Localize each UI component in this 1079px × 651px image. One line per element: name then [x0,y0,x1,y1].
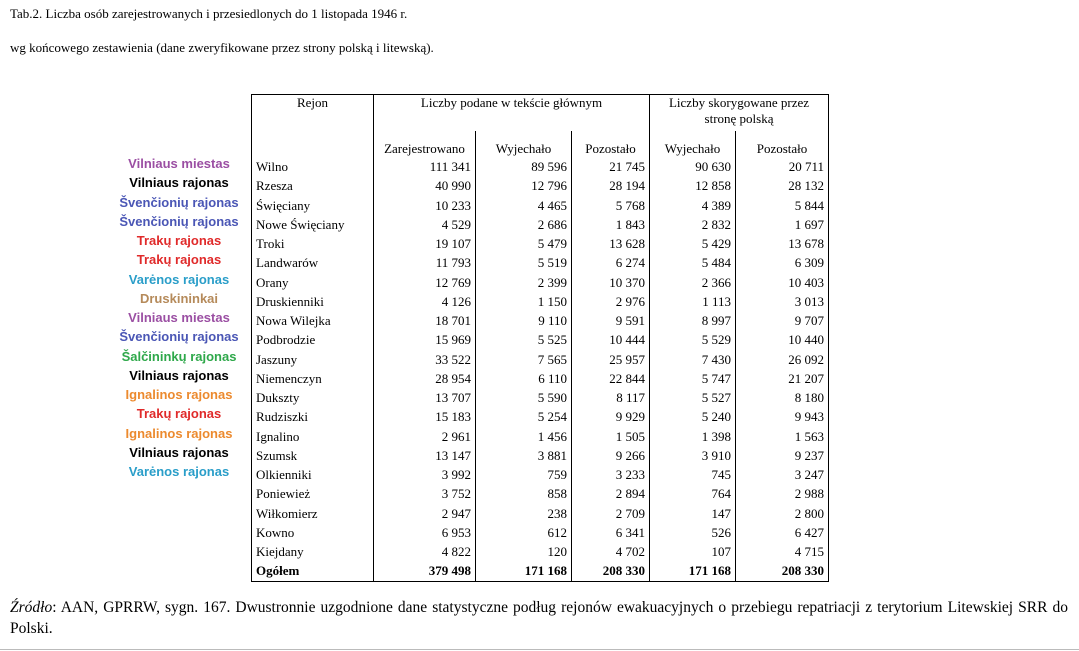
cell-wyjechalo: 1 150 [476,292,572,311]
cell-pozostalo-corrected: 3 013 [736,292,829,311]
total-row [252,561,829,581]
cell-rejon: Nowa Wilejka [252,311,374,330]
cell-pozostalo-corrected: 8 180 [736,388,829,407]
cell-pozostalo-corrected: 9 943 [736,407,829,426]
cell-wyjechalo: 858 [476,484,572,503]
cell-rejon: Nowe Święciany [252,215,374,234]
cell-wyjechalo: 3 881 [476,446,572,465]
cell-zarejestrowano: 111 341 [374,157,476,176]
cell-zarejestrowano: 33 522 [374,350,476,369]
cell-wyjechalo: 1 456 [476,427,572,446]
cell-pozostalo-corrected: 28 132 [736,176,829,195]
cell-zarejestrowano: 15 969 [374,330,476,349]
cell-wyjechalo-corrected: 7 430 [650,350,736,369]
cell-wyjechalo: 2 686 [476,215,572,234]
cell-pozostalo: 1 505 [572,427,650,446]
header-group-corrected: Liczby skorygowane przez stronę polską [650,95,829,132]
cell-zarejestrowano: 6 953 [374,523,476,542]
cell-zarejestrowano: 40 990 [374,176,476,195]
region-label: Vilniaus rajonas [129,444,229,460]
cell-zarejestrowano: 19 107 [374,234,476,253]
header-pozostalo-corrected: Pozostało [736,131,829,157]
cell-pozostalo-corrected: 9 707 [736,311,829,330]
region-label: Vilniaus miestas [128,310,230,325]
cell-zarejestrowano: 3 992 [374,465,476,484]
cell-zarejestrowano: 13 707 [374,388,476,407]
cell-rejon: Szumsk [252,446,374,465]
table-row [252,407,829,426]
cell-wyjechalo-corrected: 526 [650,523,736,542]
cell-pozostalo-corrected: 13 678 [736,234,829,253]
cell-rejon: Dukszty [252,388,374,407]
cell-wyjechalo: 5 254 [476,407,572,426]
cell-wyjechalo: 6 110 [476,369,572,388]
region-label: Švenčionių rajonas [119,329,239,345]
cell-pozostalo-corrected: 6 427 [736,523,829,542]
table-row [252,427,829,446]
table-row [252,215,829,234]
cell-pozostalo: 1 843 [572,215,650,234]
table-row [252,484,829,503]
cell-pozostalo: 21 745 [572,157,650,176]
cell-wyjechalo-corrected: 764 [650,484,736,503]
cell-zarejestrowano: 4 529 [374,215,476,234]
cell-wyjechalo: 5 525 [476,330,572,349]
region-label: Ignalinos rajonas [125,425,233,441]
cell-pozostalo-corrected: 4 715 [736,542,829,561]
region-label: Druskininkai [139,290,219,306]
cell-wyjechalo-corrected: 147 [650,504,736,523]
cell-pozostalo-corrected: 10 440 [736,330,829,349]
table-row [252,330,829,349]
region-label: Švenčionių rajonas [119,194,239,210]
table-row [252,465,829,484]
cell-pozostalo-corrected: 208 330 [736,561,829,581]
cell-wyjechalo-corrected: 107 [650,542,736,561]
cell-rejon: Olkienniki [252,465,374,484]
cell-pozostalo-corrected: 2 800 [736,504,829,523]
header-wyjechalo: Wyjechało [476,131,572,157]
cell-rejon: Troki [252,234,374,253]
region-label: Vilniaus rajonas [129,175,229,191]
population-table [251,94,829,582]
region-label: Vilniaus rajonas [129,367,229,383]
cell-wyjechalo: 12 796 [476,176,572,195]
cell-wyjechalo-corrected: 5 527 [650,388,736,407]
table-row [252,157,829,176]
cell-wyjechalo-corrected: 12 858 [650,176,736,195]
cell-rejon: Jaszuny [252,350,374,369]
table-title: Tab.2. Liczba osób zarejestrowanych i przesiedlonych do 1 listopada 1946 r. [10,6,408,21]
cell-rejon: Podbrodzie [252,330,374,349]
cell-wyjechalo-corrected: 1 113 [650,292,736,311]
cell-pozostalo: 8 117 [572,388,650,407]
cell-pozostalo-corrected: 1 563 [736,427,829,446]
cell-pozostalo: 25 957 [572,350,650,369]
cell-zarejestrowano: 3 752 [374,484,476,503]
table-row [252,234,829,253]
cell-zarejestrowano: 10 233 [374,196,476,215]
cell-wyjechalo: 2 399 [476,273,572,292]
cell-wyjechalo-corrected: 5 240 [650,407,736,426]
source-note [10,597,1068,639]
cell-pozostalo-corrected: 3 247 [736,465,829,484]
cell-pozostalo: 2 894 [572,484,650,503]
cell-pozostalo: 22 844 [572,369,650,388]
table-row [252,311,829,330]
region-label: Varėnos rajonas [128,271,230,287]
region-label: Trakų rajonas [136,406,222,422]
cell-rejon: Wiłkomierz [252,504,374,523]
cell-rejon: Rzesza [252,176,374,195]
table-row [252,388,829,407]
header-rejon: Rejon [252,95,374,132]
bottom-divider [0,649,1079,650]
cell-pozostalo: 28 194 [572,176,650,195]
cell-pozostalo: 10 370 [572,273,650,292]
cell-wyjechalo-corrected: 171 168 [650,561,736,581]
cell-wyjechalo: 171 168 [476,561,572,581]
table-row [252,196,829,215]
cell-rejon: Kowno [252,523,374,542]
cell-wyjechalo: 5 519 [476,253,572,272]
cell-wyjechalo-corrected: 3 910 [650,446,736,465]
cell-pozostalo-corrected: 6 309 [736,253,829,272]
cell-rejon: Rudziszki [252,407,374,426]
table-row [252,446,829,465]
cell-wyjechalo-corrected: 2 366 [650,273,736,292]
cell-pozostalo: 208 330 [572,561,650,581]
lithuanian-region-labels [100,154,258,481]
cell-pozostalo: 4 702 [572,542,650,561]
cell-rejon: Druskienniki [252,292,374,311]
table-row [252,292,829,311]
cell-pozostalo: 9 591 [572,311,650,330]
cell-wyjechalo: 759 [476,465,572,484]
cell-rejon: Kiejdany [252,542,374,561]
header-zarejestrowano: Zarejestrowano [374,131,476,157]
cell-pozostalo: 3 233 [572,465,650,484]
table-row [252,523,829,542]
header-group-main-text: Liczby podane w tekście głównym [374,95,650,132]
cell-wyjechalo-corrected: 5 484 [650,253,736,272]
region-label: Trakų rajonas [136,252,222,268]
cell-pozostalo-corrected: 10 403 [736,273,829,292]
cell-rejon: Niemenczyn [252,369,374,388]
cell-pozostalo-corrected: 1 697 [736,215,829,234]
cell-pozostalo: 5 768 [572,196,650,215]
cell-wyjechalo: 7 565 [476,350,572,369]
cell-wyjechalo-corrected: 5 429 [650,234,736,253]
cell-rejon: Święciany [252,196,374,215]
cell-rejon: Ogółem [252,561,374,581]
cell-wyjechalo-corrected: 2 832 [650,215,736,234]
cell-zarejestrowano: 15 183 [374,407,476,426]
table-row [252,504,829,523]
header-rejon-blank [252,131,374,157]
cell-wyjechalo: 612 [476,523,572,542]
region-label: Vilniaus miestas [128,156,230,171]
region-label: Ignalinos rajonas [125,387,233,402]
cell-pozostalo: 6 341 [572,523,650,542]
cell-pozostalo-corrected: 9 237 [736,446,829,465]
cell-rejon: Landwarów [252,253,374,272]
cell-wyjechalo: 4 465 [476,196,572,215]
table-row [252,273,829,292]
table-row [252,369,829,388]
cell-rejon: Orany [252,273,374,292]
cell-zarejestrowano: 11 793 [374,253,476,272]
region-label: Trakų rajonas [136,233,222,248]
cell-wyjechalo: 120 [476,542,572,561]
cell-wyjechalo: 89 596 [476,157,572,176]
cell-wyjechalo-corrected: 745 [650,465,736,484]
cell-zarejestrowano: 4 822 [374,542,476,561]
cell-wyjechalo: 5 479 [476,234,572,253]
cell-wyjechalo-corrected: 4 389 [650,196,736,215]
cell-pozostalo-corrected: 20 711 [736,157,829,176]
cell-zarejestrowano: 2 961 [374,427,476,446]
cell-pozostalo: 9 266 [572,446,650,465]
table-row [252,176,829,195]
cell-zarejestrowano: 379 498 [374,561,476,581]
cell-wyjechalo-corrected: 1 398 [650,427,736,446]
header-pozostalo: Pozostało [572,131,650,157]
cell-pozostalo-corrected: 5 844 [736,196,829,215]
cell-wyjechalo: 5 590 [476,388,572,407]
cell-wyjechalo-corrected: 8 997 [650,311,736,330]
cell-zarejestrowano: 28 954 [374,369,476,388]
cell-zarejestrowano: 13 147 [374,446,476,465]
cell-zarejestrowano: 12 769 [374,273,476,292]
cell-rejon: Ignalino [252,427,374,446]
header-wyjechalo-corrected: Wyjechało [650,131,736,157]
cell-wyjechalo-corrected: 5 529 [650,330,736,349]
region-label: Švenčionių rajonas [119,213,239,229]
cell-wyjechalo-corrected: 90 630 [650,157,736,176]
cell-zarejestrowano: 18 701 [374,311,476,330]
table-row [252,542,829,561]
cell-zarejestrowano: 2 947 [374,504,476,523]
cell-rejon: Poniewież [252,484,374,503]
cell-zarejestrowano: 4 126 [374,292,476,311]
cell-rejon: Wilno [252,157,374,176]
cell-pozostalo: 13 628 [572,234,650,253]
region-label: Varėnos rajonas [128,464,230,479]
cell-pozostalo: 6 274 [572,253,650,272]
table-subtitle: wg końcowego zestawienia (dane zweryfikowane przez strony polską i litewską). [10,40,434,55]
table-row [252,253,829,272]
cell-pozostalo: 9 929 [572,407,650,426]
cell-pozostalo: 2 976 [572,292,650,311]
cell-wyjechalo-corrected: 5 747 [650,369,736,388]
cell-wyjechalo: 9 110 [476,311,572,330]
cell-pozostalo: 10 444 [572,330,650,349]
cell-pozostalo-corrected: 21 207 [736,369,829,388]
table-row [252,350,829,369]
cell-pozostalo: 2 709 [572,504,650,523]
source-label: Źródło [10,599,53,616]
cell-pozostalo-corrected: 2 988 [736,484,829,503]
cell-pozostalo-corrected: 26 092 [736,350,829,369]
region-label: Šalčininkų rajonas [121,348,237,364]
cell-wyjechalo: 238 [476,504,572,523]
source-text: : AAN, GPRRW, sygn. 167. Dwustronnie uzgodnione dane statystyczne podług rejonów ewakuacyjnych o przebiegu repatriacji z terytorium Litewskiej SRR do Polski. [10,599,1068,637]
